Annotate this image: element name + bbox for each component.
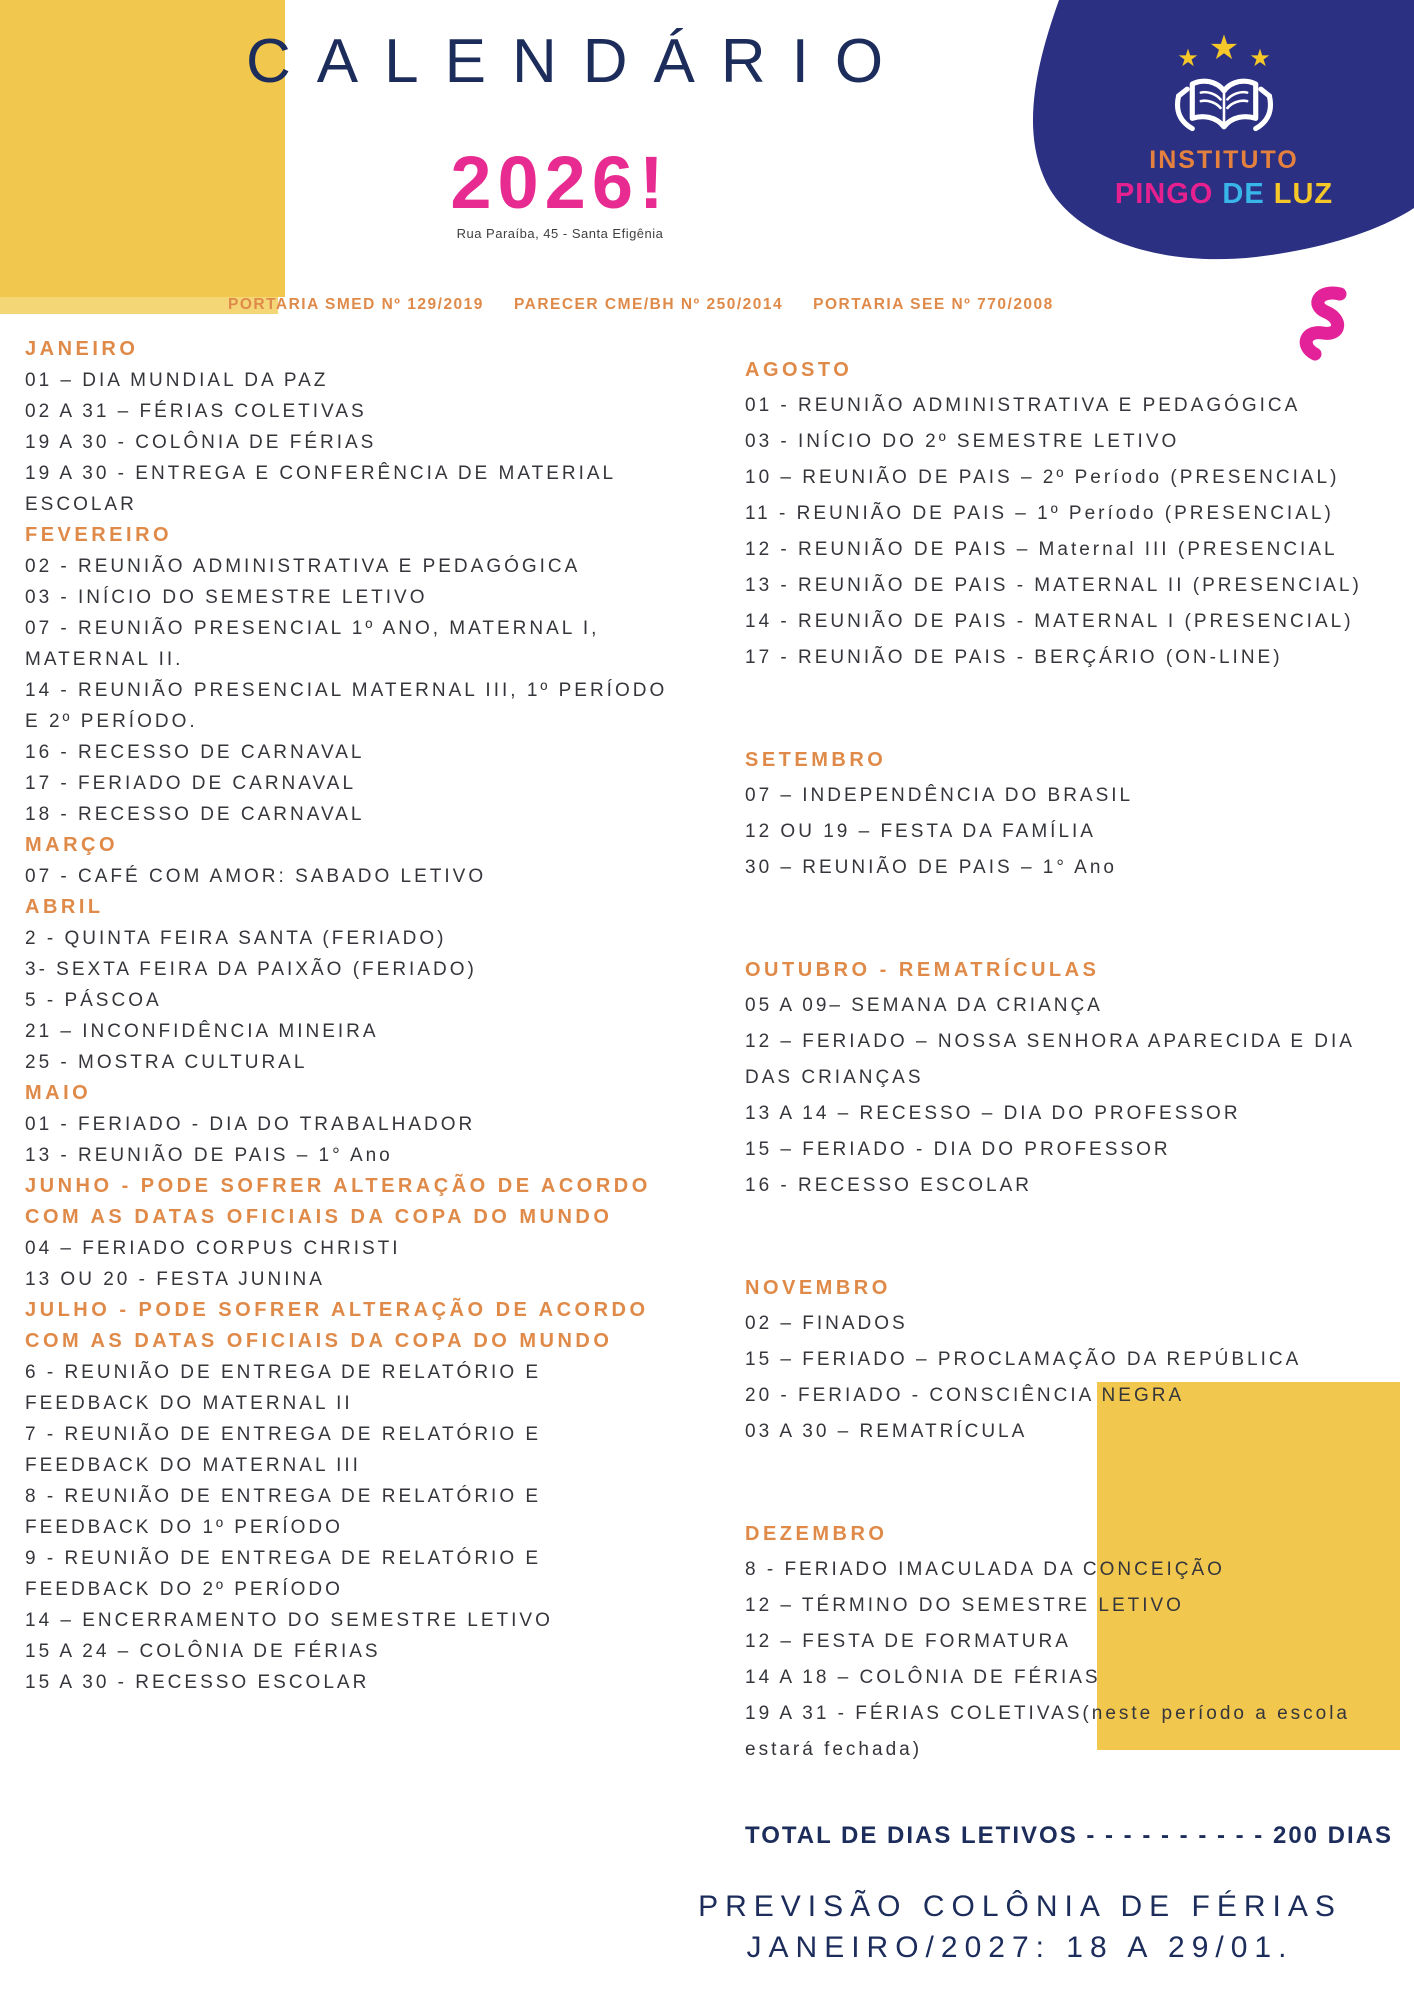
calendar-item: 8 - REUNIÃO DE ENTREGA DE RELATÓRIO E FEEDBACK DO 1º PERÍODO [25,1486,542,1538]
logo-stars [1064,30,1384,70]
calendar-item: 02 – FINADOS [745,1313,908,1334]
calendar-item: 8 - FERIADO IMACULADA DA CONCEIÇÃO [745,1559,1225,1580]
total-days-line: TOTAL DE DIAS LETIVOS - - - - - - - - - - 200 DIAS [745,1822,1394,1849]
calendar-item: 13 A 14 – RECESSO – DIA DO PROFESSOR [745,1103,1241,1124]
calendar-item: 13 OU 20 - FESTA JUNINA [25,1269,325,1290]
calendar-item: 12 – TÉRMINO DO SEMESTRE LETIVO [745,1595,1184,1616]
month-block [25,1171,673,1295]
month-header: NOVEMBRO [745,1277,891,1299]
month-block [25,520,673,830]
calendar-item: 15 – FERIADO – PROCLAMAÇÃO DA REPÚBLICA [745,1349,1302,1370]
calendar-item: 18 - RECESSO DE CARNAVAL [25,804,365,825]
month-header: MAIO [25,1082,92,1104]
calendar-item: 02 - REUNIÃO ADMINISTRATIVA E PEDAGÓGICA [25,556,581,577]
logo-word-pingo: PINGO [1114,178,1214,210]
calendar-item: 19 A 31 - FÉRIAS COLETIVAS(neste período a escola estará fechada) [745,1703,1350,1760]
calendar-item: 01 - REUNIÃO ADMINISTRATIVA E PEDAGÓGICA [745,395,1301,416]
logo-word-de: DE [1222,178,1265,210]
address-text: Rua Paraíba, 45 - Santa Efigênia [456,226,664,241]
calendar-item: 2 - QUINTA FEIRA SANTA (FERIADO) [25,928,447,949]
calendar-item: 6 - REUNIÃO DE ENTREGA DE RELATÓRIO E FEEDBACK DO MATERNAL II [25,1362,542,1414]
month-block [25,1078,673,1171]
calendar-item: 02 A 31 – FÉRIAS COLETIVAS [25,401,367,422]
month-block [25,1295,673,1698]
credential-parecer-cme: PARECER CME/BH Nº 250/2014 [513,296,784,313]
calendar-item: 15 – FERIADO - DIA DO PROFESSOR [745,1139,1171,1160]
calendar-item: 12 - REUNIÃO DE PAIS – Maternal III (PRESENCIAL [745,539,1338,560]
month-header: JANEIRO [25,338,139,360]
calendar-item: 25 - MOSTRA CULTURAL [25,1052,308,1073]
star-icon: ★ [1177,44,1199,72]
month-header: SETEMBRO [745,749,887,771]
star-icon: ★ [1249,44,1271,72]
calendar-item: 14 A 18 – COLÔNIA DE FÉRIAS [745,1667,1101,1688]
month-block [745,1516,1405,1768]
month-header: OUTUBRO - REMATRÍCULAS [745,959,1100,981]
calendar-item: 10 – REUNIÃO DE PAIS – 2º Período (PRESENCIAL) [745,467,1340,488]
calendar-item: 13 - REUNIÃO DE PAIS - MATERNAL II (PRESENCIAL) [745,575,1362,596]
forecast-note [620,1886,1414,1968]
squiggle-icon [1295,283,1355,373]
calendar-item: 15 A 24 – COLÔNIA DE FÉRIAS [25,1641,381,1662]
calendar-item: 16 - RECESSO ESCOLAR [745,1175,1033,1196]
calendar-item: 15 A 30 - RECESSO ESCOLAR [25,1672,370,1693]
month-header: MARÇO [25,834,119,856]
calendar-item: 19 A 30 - COLÔNIA DE FÉRIAS [25,432,377,453]
calendar-item: 11 - REUNIÃO DE PAIS – 1º Período (PRESENCIAL) [745,503,1334,524]
month-header: DEZEMBRO [745,1523,888,1545]
month-block [25,892,673,1078]
forecast-line2: JANEIRO/2027: 18 A 29/01. [746,1931,1294,1964]
forecast-line1: PREVISÃO COLÔNIA DE FÉRIAS [698,1890,1342,1923]
calendar-column-right [745,352,1405,1834]
month-header: AGOSTO [745,359,853,381]
month-header: ABRIL [25,896,104,918]
month-block [25,830,673,892]
month-block [745,952,1405,1204]
month-block [745,352,1405,676]
calendar-item: 04 – FERIADO CORPUS CHRISTI [25,1238,401,1259]
school-logo [1064,30,1384,211]
calendar-item: 12 OU 19 – FESTA DA FAMÍLIA [745,821,1096,842]
month-header: JULHO - PODE SOFRER ALTERAÇÃO DE ACORDO COM AS DATAS OFICIAIS DA COPA DO MUNDO [25,1299,649,1352]
calendar-item: 17 - FERIADO DE CARNAVAL [25,773,357,794]
calendar-item: 30 – REUNIÃO DE PAIS – 1° Ano [745,857,1117,878]
page-title: CALENDÁRIO [246,27,910,96]
calendar-item: 19 A 30 - ENTREGA E CONFERÊNCIA DE MATERIAL ESCOLAR [25,463,616,515]
calendar-item: 16 - RECESSO DE CARNAVAL [25,742,365,763]
credential-portaria-see: PORTARIA SEE Nº 770/2008 [813,296,1054,313]
calendar-item: 01 – DIA MUNDIAL DA PAZ [25,370,329,391]
open-book-icon [1159,72,1289,144]
credentials-row [228,296,1054,314]
calendar-item: 20 - FERIADO - CONSCIÊNCIA NEGRA [745,1385,1185,1406]
calendar-item: 9 - REUNIÃO DE ENTREGA DE RELATÓRIO E FEEDBACK DO 2º PERÍODO [25,1548,542,1600]
month-block [745,742,1405,886]
calendar-item: 07 - REUNIÃO PRESENCIAL 1º ANO, MATERNAL I, MATERNAL II. [25,618,600,670]
calendar-item: 17 - REUNIÃO DE PAIS - BERÇÁRIO (ON-LINE) [745,647,1283,668]
calendar-item: 07 - CAFÉ COM AMOR: SABADO LETIVO [25,866,487,887]
calendar-item: 13 - REUNIÃO DE PAIS – 1° Ano [25,1145,393,1166]
logo-school-name [1064,178,1384,211]
calendar-item: 3- SEXTA FEIRA DA PAIXÃO (FERIADO) [25,959,477,980]
calendar-item: 03 - INÍCIO DO 2º SEMESTRE LETIVO [745,431,1180,452]
calendar-item: 03 A 30 – REMATRÍCULA [745,1421,1028,1442]
star-icon: ★ [1208,28,1240,68]
calendar-item: 14 – ENCERRAMENTO DO SEMESTRE LETIVO [25,1610,553,1631]
calendar-item: 12 – FERIADO – NOSSA SENHORA APARECIDA E DIA DAS CRIANÇAS [745,1031,1354,1088]
calendar-item: 03 - INÍCIO DO SEMESTRE LETIVO [25,587,428,608]
year-text: 2026! [450,141,670,224]
calendar-item: 21 – INCONFIDÊNCIA MINEIRA [25,1021,379,1042]
month-header: JUNHO - PODE SOFRER ALTERAÇÃO DE ACORDO COM AS DATAS OFICIAIS DA COPA DO MUNDO [25,1175,651,1228]
calendar-item: 14 - REUNIÃO DE PAIS - MATERNAL I (PRESENCIAL) [745,611,1354,632]
calendar-item: 05 A 09– SEMANA DA CRIANÇA [745,995,1103,1016]
calendar-item: 12 – FESTA DE FORMATURA [745,1631,1071,1652]
calendar-item: 7 - REUNIÃO DE ENTREGA DE RELATÓRIO E FEEDBACK DO MATERNAL III [25,1424,542,1476]
logo-institution-name: INSTITUTO [1149,146,1299,174]
month-block [25,334,673,520]
logo-word-luz: LUZ [1273,178,1334,210]
calendar-item: 07 – INDEPENDÊNCIA DO BRASIL [745,785,1134,806]
calendar-column-left [25,334,673,1698]
credential-portaria-smed: PORTARIA SMED Nº 129/2019 [228,296,484,313]
month-block [745,1270,1405,1450]
calendar-item: 14 - REUNIÃO PRESENCIAL MATERNAL III, 1º PERÍODO E 2º PERÍODO. [25,680,668,732]
month-header: FEVEREIRO [25,524,173,546]
calendar-item: 01 - FERIADO - DIA DO TRABALHADOR [25,1114,476,1135]
calendar-item: 5 - PÁSCOA [25,990,162,1011]
